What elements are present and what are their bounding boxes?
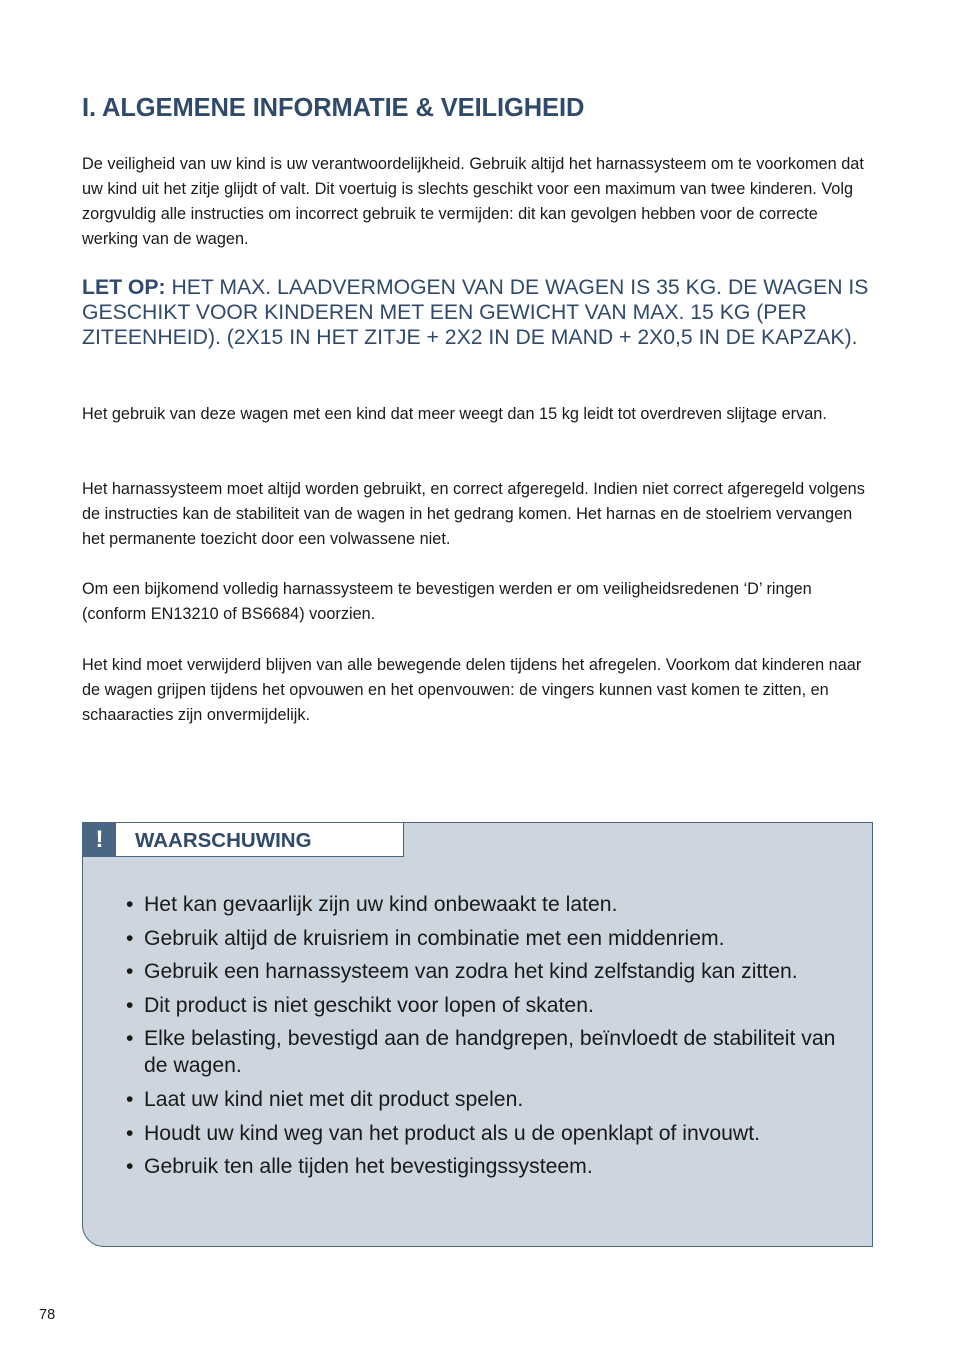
exclamation-icon: ! bbox=[83, 823, 116, 856]
intro-paragraph: De veiligheid van uw kind is uw verantwoordelijkheid. Gebruik altijd het harnassysteem om te voorkomen dat uw kind uit het zitje glijdt of valt. Dit voertuig is slechts geschikt voor een maximum van twee kinderen. Volg zorgvuldig alle instructies om incorrect gebruik te vermijden: dit kan gevolgen hebben voor de correcte werking van de wagen. bbox=[82, 155, 864, 248]
attention-text: HET MAX. LAADVERMOGEN VAN DE WAGEN IS 35 KG. DE WAGEN IS GESCHIKT VOOR KINDEREN MET EEN GEWICHT VAN MAX. 15 KG (PER ZITEENHEID). (2X15 IN HET ZITJE + 2X2 IN DE MAND + 2X0,5 IN DE KAPZAK). bbox=[82, 276, 869, 349]
warning-item: • Het kan gevaarlijk zijn uw kind onbewaakt te laten. bbox=[126, 891, 861, 918]
warning-item: • Elke belasting, bevestigd aan de handgrepen, beïnvloedt de stabiliteit van de wagen. bbox=[126, 1025, 861, 1079]
warning-box bbox=[82, 822, 873, 1247]
attention-label: LET OP: bbox=[82, 276, 166, 299]
weight-paragraph: Het gebruik van deze wagen met een kind dat meer weegt dan 15 kg leidt tot overdreven slijtage ervan. bbox=[82, 405, 827, 423]
warning-item: • Houdt uw kind weg van het product als u de openklapt of invouwt. bbox=[126, 1120, 861, 1147]
warning-item: • Gebruik ten alle tijden het bevestigingssysteem. bbox=[126, 1153, 861, 1180]
harness-paragraph: Het harnassysteem moet altijd worden gebruikt, en correct afgeregeld. Indien niet correct afgeregeld volgens de instructies kan de stabiliteit van de wagen in het gedrang komen. Het harnas en de stoelriem vervangen het permanente toezicht door een volwassene niet. bbox=[82, 480, 865, 548]
page-number: 78 bbox=[39, 1307, 56, 1323]
warning-header bbox=[83, 823, 404, 857]
warning-item: • Gebruik een harnassysteem van zodra het kind zelfstandig kan zitten. bbox=[126, 958, 861, 985]
warning-item: • Laat uw kind niet met dit product spelen. bbox=[126, 1086, 861, 1113]
rings-paragraph: Om een bijkomend volledig harnassysteem te bevestigen werden er om veiligheidsredenen ‘D’ ringen (conform EN13210 of BS6684) voorzien. bbox=[82, 580, 812, 623]
warning-title: WAARSCHUWING bbox=[135, 829, 312, 852]
warning-item: • Gebruik altijd de kruisriem in combinatie met een middenriem. bbox=[126, 925, 861, 952]
warning-list bbox=[126, 891, 861, 1187]
attention-notice bbox=[82, 275, 877, 350]
page-title: I. ALGEMENE INFORMATIE & VEILIGHEID bbox=[82, 94, 585, 122]
moving-parts-paragraph: Het kind moet verwijderd blijven van alle bewegende delen tijdens het afregelen. Voorkom dat kinderen naar de wagen grijpen tijdens het opvouwen en het openvouwen: de vingers kunnen vast komen te zitten, en schaaracties zijn onvermijdelijk. bbox=[82, 656, 862, 724]
warning-item: • Dit product is niet geschikt voor lopen of skaten. bbox=[126, 992, 861, 1019]
